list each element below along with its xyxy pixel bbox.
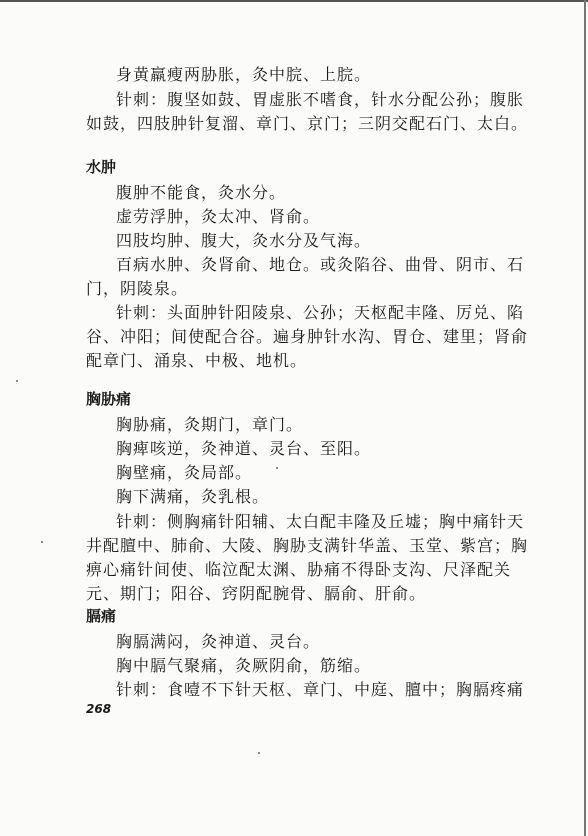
paragraph-line: 针刺：腹坚如鼓、胃虚胀不嗜食，针水分配公孙；腹胀 — [116, 90, 525, 109]
section-heading: 膈痛 — [86, 607, 117, 625]
scan-speck — [276, 467, 278, 469]
paragraph-line: 胸痺咳逆，灸神道、灵台、至阳。 — [116, 439, 372, 458]
paragraph-line: 胸壁痛，灸局部。 — [116, 463, 253, 482]
scan-speck — [16, 380, 18, 382]
paragraph-line: 门，阴陵泉。 — [86, 279, 189, 298]
paragraph-line: 配章门、涌泉、中极、地机。 — [86, 351, 308, 370]
section-heading: 水肿 — [86, 158, 117, 176]
paragraph-line: 针刺：食噎不下针天枢、章门、中庭、膻中；胸膈疼痛 — [116, 680, 525, 699]
scan-speck — [41, 541, 43, 543]
paragraph-line: 虚劳浮肿，灸太冲、肾俞。 — [116, 207, 321, 226]
paragraph-line: 胸下满痛，灸乳根。 — [116, 487, 270, 506]
section-heading: 胸胁痛 — [86, 390, 132, 408]
paragraph-line: 针刺：侧胸痛针阳辅、太白配丰隆及丘墟；胸中痛针天 — [116, 512, 525, 531]
page-number: 268 — [86, 702, 112, 716]
paragraph-line: 胸中膈气聚痛，灸厥阴俞，筋缩。 — [116, 656, 372, 675]
paragraph-line: 如鼓，四肢肿针复溜、章门、京门；三阴交配石门、太白。 — [86, 114, 529, 133]
paragraph-line: 百病水肿、灸肾俞、地仓。或灸陷谷、曲骨、阴市、石 — [116, 255, 525, 274]
paragraph-line: 腹肿不能食，灸水分。 — [116, 183, 287, 202]
paragraph-line: 元、期门；阳谷、窍阴配腕骨、膈俞、肝俞。 — [86, 584, 427, 603]
paragraph-line: 四肢均肿、腹大，灸水分及气海。 — [116, 231, 372, 250]
paragraph-line: 井配膻中、肺俞、大陵、胸胁支满针华盖、玉堂、紫宫；胸 — [86, 536, 529, 555]
paragraph-line: 身黄羸瘦两胁胀，灸中脘、上脘。 — [116, 65, 372, 84]
paragraph-line: 痹心痛针间使、临泣配太渊、胁痛不得卧支沟、尺泽配关 — [86, 560, 512, 579]
scan-speck — [258, 752, 260, 754]
paragraph-line: 胸膈满闷，灸神道、灵台。 — [116, 632, 321, 651]
paragraph-line: 针刺：头面肿针阳陵泉、公孙；天枢配丰隆、厉兑、陷 — [116, 303, 525, 322]
paragraph-line: 谷、冲阳；间使配合谷。遍身肿针水沟、胃仓、建里；肾俞 — [86, 327, 529, 346]
paragraph-line: 胸胁痛，灸期门，章门。 — [116, 415, 304, 434]
